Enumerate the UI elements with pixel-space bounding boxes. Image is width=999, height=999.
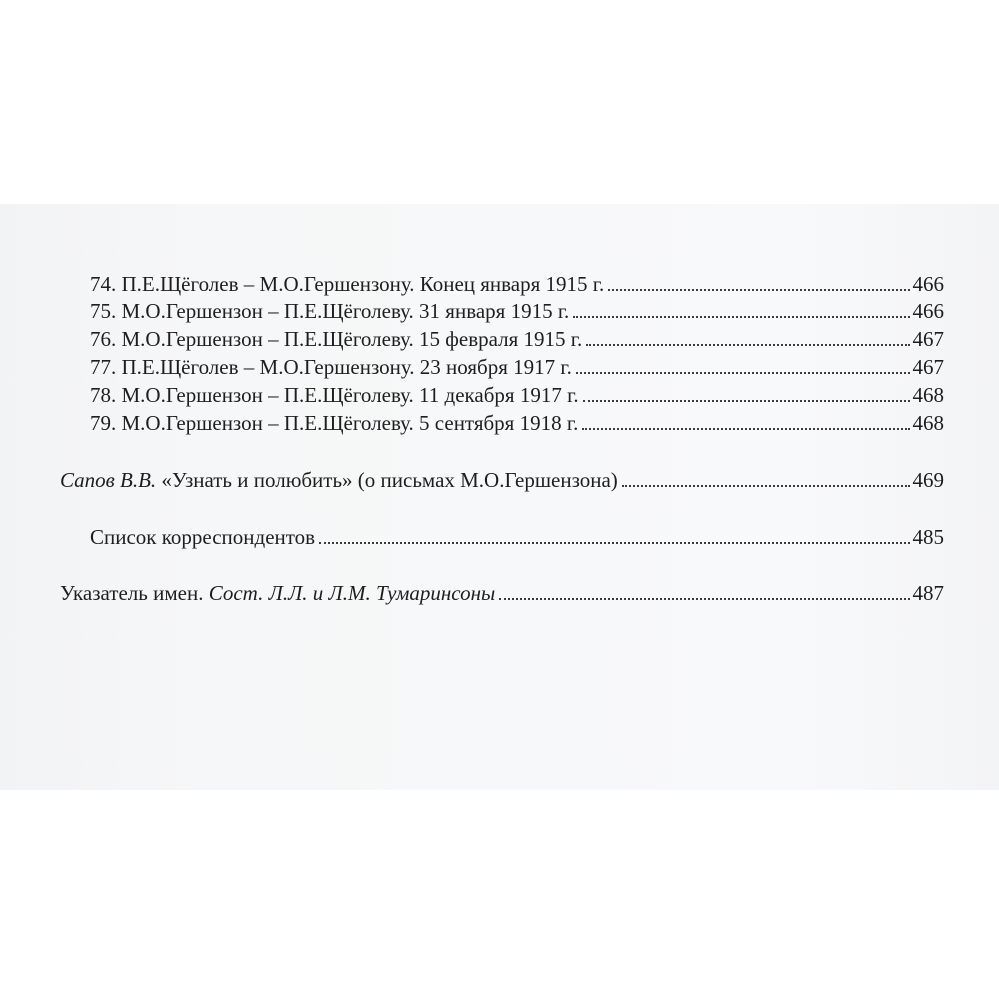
toc-entry-78 xyxy=(90,382,944,409)
toc-entry-title: 77. П.Е.Щёголев – М.О.Гершензону. 23 ноября 1917 г. xyxy=(90,355,572,379)
dot-leader xyxy=(576,372,910,374)
toc-entry-title: 78. М.О.Гершензон – П.Е.Щёголеву. 11 декабря 1917 г. xyxy=(90,383,579,407)
toc-entry-essay xyxy=(60,467,944,494)
dot-leader xyxy=(582,428,909,430)
essay-author: Сапов В.В. xyxy=(60,468,157,492)
toc-entry-index xyxy=(60,580,944,607)
toc-page-number: 468 xyxy=(912,383,944,407)
toc-entry-correspondents xyxy=(90,524,944,551)
toc-page-number: 468 xyxy=(912,411,944,435)
index-compilers: Сост. Л.Л. и Л.М. Тумаринсоны xyxy=(208,581,496,605)
toc-page-number: 469 xyxy=(912,468,944,492)
toc-entry-title: Список корреспондентов xyxy=(90,525,316,549)
toc-entry-77 xyxy=(90,354,944,381)
essay-title: «Узнать и полюбить» (о письмах М.О.Гершензона) xyxy=(156,468,618,492)
dot-leader xyxy=(499,598,909,600)
dot-leader xyxy=(622,485,910,487)
toc-entry-75 xyxy=(90,298,944,325)
dot-leader xyxy=(608,289,909,291)
toc-entry-79 xyxy=(90,410,944,437)
index-title: Указатель имен. xyxy=(60,581,209,605)
toc-page-number: 466 xyxy=(912,272,944,296)
toc-page-number: 487 xyxy=(912,581,944,605)
dot-leader xyxy=(573,316,909,318)
toc-entry-74 xyxy=(90,271,944,298)
toc-page-number: 466 xyxy=(912,299,944,323)
toc-entry-title xyxy=(60,580,495,607)
toc-entry-76 xyxy=(90,326,944,353)
toc-entry-title xyxy=(60,467,618,494)
toc-entry-title: 79. М.О.Гершензон – П.Е.Щёголеву. 5 сентября 1918 г. xyxy=(90,411,579,435)
toc-page-number: 485 xyxy=(912,525,944,549)
dot-leader xyxy=(583,400,910,402)
toc-entry-title: 75. М.О.Гершензон – П.Е.Щёголеву. 31 января 1915 г. xyxy=(90,299,570,323)
toc-page-number: 467 xyxy=(912,355,944,379)
toc-entry-title: 74. П.Е.Щёголев – М.О.Гершензону. Конец января 1915 г. xyxy=(90,272,605,296)
dot-leader xyxy=(586,344,909,346)
dot-leader xyxy=(319,542,909,544)
toc-entry-title: 76. М.О.Гершензон – П.Е.Щёголеву. 15 февраля 1915 г. xyxy=(90,327,583,351)
toc-page-number: 467 xyxy=(912,327,944,351)
